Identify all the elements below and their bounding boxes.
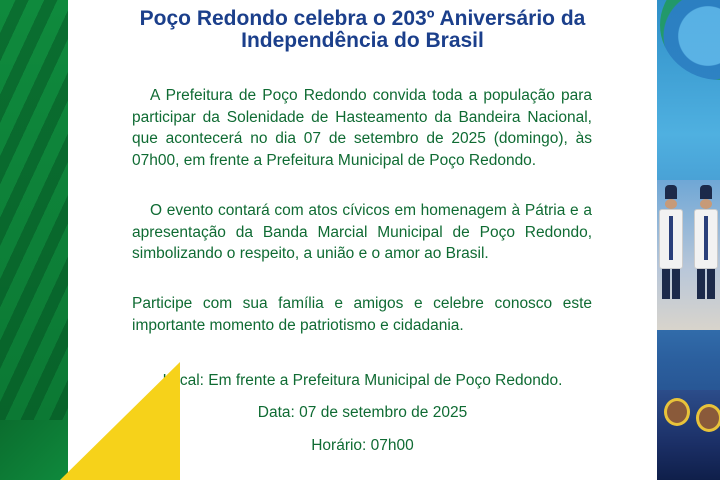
event-location: Local: Em frente a Prefeitura Municipal de Poço Redondo. xyxy=(162,372,563,389)
call-to-action-paragraph: Participe com sua família e amigos e celebre conosco este importante momento de patriotismo e cidadania. xyxy=(132,295,592,334)
title-line-2: Independência do Brasil xyxy=(241,29,484,52)
yellow-wedge-decoration xyxy=(60,362,180,480)
page-title xyxy=(68,8,657,52)
title-line-1: Poço Redondo celebra o 203º Aniversário da xyxy=(139,7,586,30)
drummer-figure xyxy=(659,185,683,305)
invitation-paragraph: A Prefeitura de Poço Redondo convida toda a população para participar da Solenidade de Hasteamento da Bandeira Nacional, que acontecerá no dia 07 de setembro de 2025 (domingo), às 07h00, em frente a Prefeitura Municipal de Poço Redondo. xyxy=(132,87,592,169)
event-time: Horário: 07h00 xyxy=(311,437,414,454)
event-date: Data: 07 de setembro de 2025 xyxy=(257,404,468,421)
drummer-figure xyxy=(694,185,718,305)
dancer-figure xyxy=(696,404,720,432)
event-description-paragraph: O evento contará com atos cívicos em homenagem à Pátria e a apresentação da Banda Marcial Municipal de Poço Redondo, simbolizando o respeito, a união e o amor ao Brasil. xyxy=(132,202,592,262)
dancer-figure xyxy=(664,398,690,426)
